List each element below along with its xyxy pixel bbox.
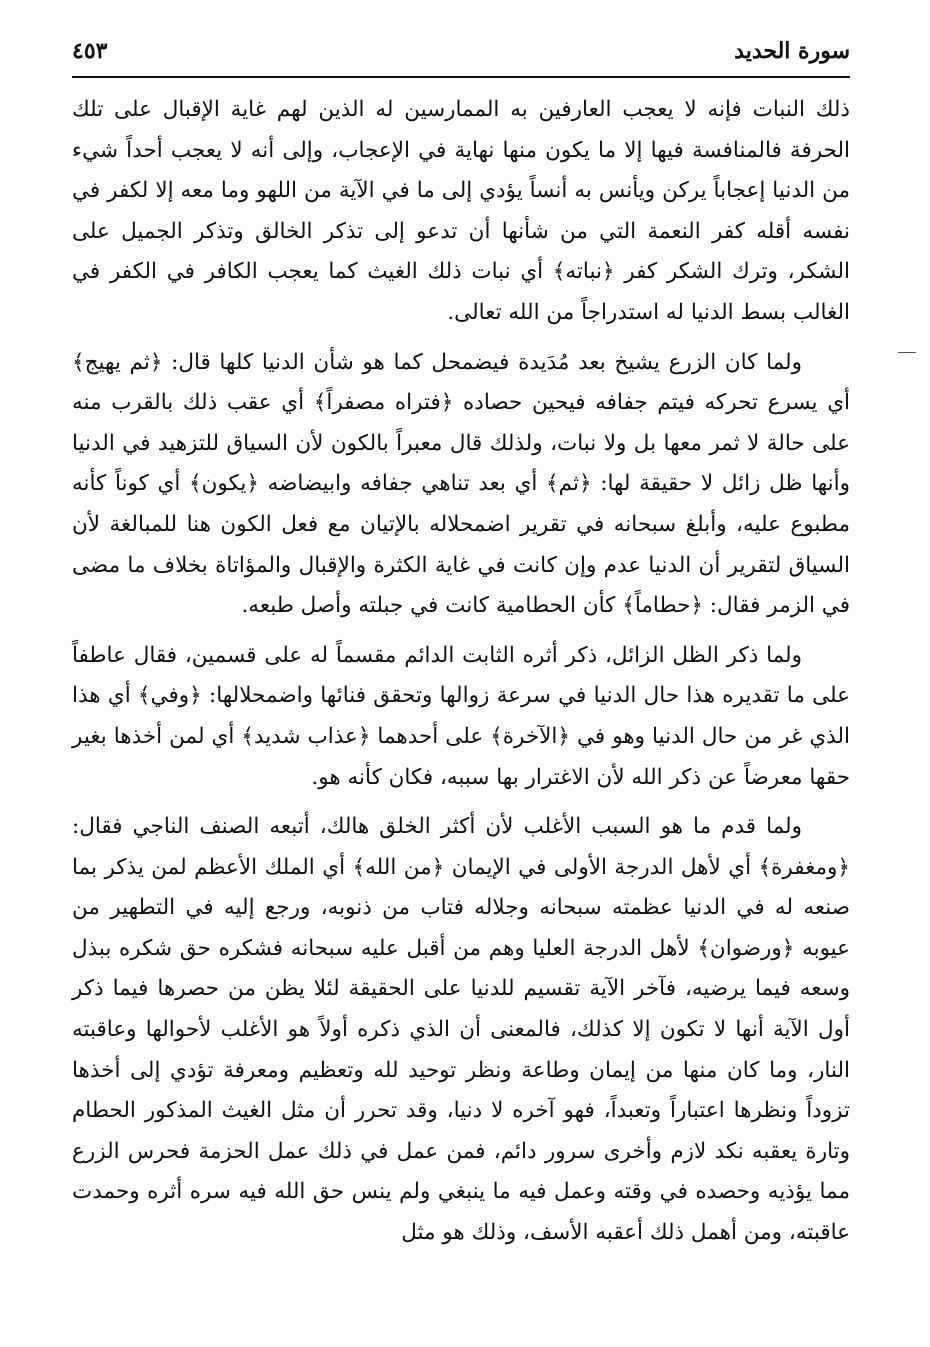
header-divider <box>72 76 850 78</box>
margin-mark <box>898 352 916 353</box>
paragraph-2: ولما كان الزرع يشيخ بعد مُدَيدة فيضمحل كما هو شأن الدنيا كلها قال: ﴿ثم يهيج﴾ أي يسرع تحركه فيتم جفافه فيحين حصاده ﴿فتراه مصفراً﴾ أي عقب ذلك بالقرب منه على حالة لا ثمر معها بل ولا نبات، ولذلك قال معبراً بالكون لأن السياق للتزهيد في الدنيا وأنها ظل زائل لا حقيقة لها: ﴿ثم﴾ أي بعد تناهي جفافه وابيضاضه ﴿يكون﴾ أي كوناً كأنه مطبوع عليه، وأبلغ سبحانه في تقرير اضمحلاله بالإتيان مع فعل الكون هنا للمبالغة لأن السياق لتقرير أن الدنيا عدم وإن كانت في غاية الكثرة والإقبال والمؤاتاة بخلاف ما مضى في الزمر فقال: ﴿حطاماً﴾ كأن الحطامية كانت في جبلته وأصل طبعه. <box>72 349 850 619</box>
page-body <box>72 90 850 1263</box>
surah-title: سورة الحديد <box>734 38 850 64</box>
paragraph-3: ولما ذكر الظل الزائل، ذكر أثره الثابت الدائم مقسماً له على قسمين، فقال عاطفاً على ما تقديره هذا حال الدنيا في سرعة زوالها وتحقق فنائها واضمحلالها: ﴿وفي﴾ أي هذا الذي غر من حال الدنيا وهو في ﴿الآخرة﴾ على أحدهما ﴿عذاب شديد﴾ أي لمن أخذها بغير حقها معرضاً عن ذكر الله لأن الاغترار بها سببه، فكان كأنه هو. <box>72 642 850 790</box>
paragraph-4: ولما قدم ما هو السبب الأغلب لأن أكثر الخلق هالك، أتبعه الصنف الناجي فقال: ﴿ومغفرة﴾ أي لأهل الدرجة الأولى في الإيمان ﴿من الله﴾ أي الملك الأعظم لمن يذكر بما صنعه له في الدنيا عظمته سبحانه وجلاله فتاب من ذنوبه، ورجع إليه في التطهير من عيوبه ﴿ورضوان﴾ لأهل الدرجة العليا وهم من أقبل عليه سبحانه فشكره حق شكره ببذل وسعه فيما يرضيه، فآخر الآية تقسيم للدنيا على الحقيقة لئلا يظن من حصرها فيما ذكر أول الآية أنها لا تكون إلا كذلك، فالمعنى أن الذي ذكره أولاً هو الأغلب لأحوالها وعاقبته النار، وما كان منها من إيمان وطاعة ونظر توحيد لله وتعظيم ومعرفة تؤدي إلى أخذها تزوداً ونظرها اعتباراً وتعبداً، فهو آخره لا دنيا، وقد تحرر أن مثل الغيث المذكور الحطام وتارة يعقبه نكد لازم وأخرى سرور دائم، فمن عمل في ذلك عمل الحزمة فحرس الزرع مما يؤذيه وحصده في وقته وعمل فيه ما ينبغي ولم ينس حق الله فيه سره أثره وحمدت عاقبته، ومن أهمل ذلك أعقبه الأسف، وذلك هو مثل <box>72 814 850 1246</box>
paragraph-1: ذلك النبات فإنه لا يعجب العارفين به الممارسين له الذين لهم غاية الإقبال على تلك الحرفة فالمنافسة فيها إلا ما يكون منها نهاية في الإعجاب، وإلى أنه لا يعجب أحداً شيء من الدنيا إعجاباً يركن ويأنس به أنساً يؤدي إلى ما في الآية من اللهو وما معه إلا لكفر في نفسه أقله كفر النعمة التي من شأنها أن تدعو إلى تذكر الخالق وتذكر الجميل على الشكر، وترك الشكر كفر ﴿نباته﴾ أي نبات ذلك الغيث كما يعجب الكافر في الكفر في الغالب بسط الدنيا له استدراجاً من الله تعالى. <box>72 97 850 325</box>
page-header <box>72 38 850 72</box>
page-number: ٤٥٣ <box>72 38 108 64</box>
